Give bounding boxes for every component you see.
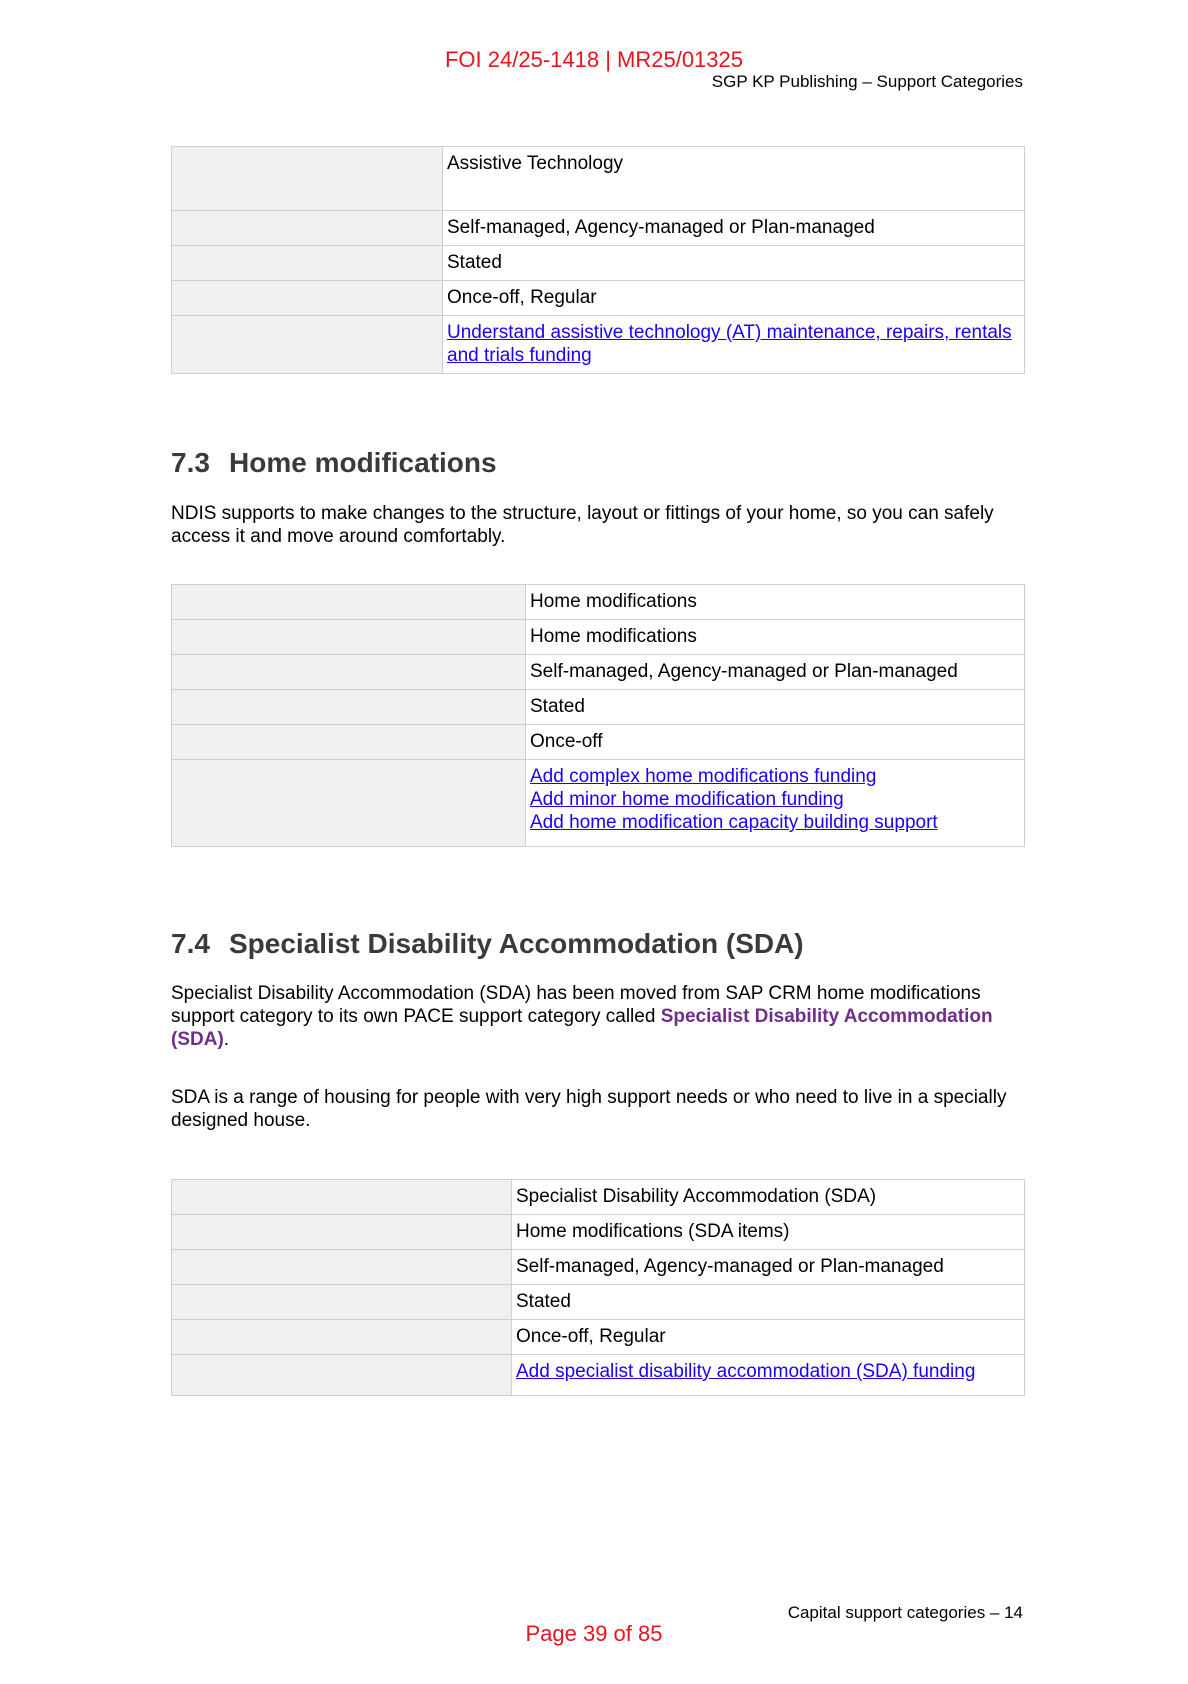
table-links-cell: [443, 316, 1025, 374]
table-label-cell: [172, 211, 443, 246]
page-number: Page 39 of 85: [525, 1621, 663, 1646]
table-value-cell: Stated: [512, 1285, 1025, 1320]
table-row: [172, 1355, 1025, 1396]
table-row: [172, 211, 1025, 246]
table-label-cell: [172, 760, 526, 847]
table-value-cell: Specialist Disability Accommodation (SDA): [512, 1180, 1025, 1215]
table-row: [172, 725, 1025, 760]
table-label-cell: [172, 1215, 512, 1250]
section-heading-7-3: [171, 447, 497, 479]
table-value-cell: Once-off, Regular: [443, 281, 1025, 316]
at-maintenance-funding-link[interactable]: Understand assistive technology (AT) maintenance, repairs, rentals and trials funding: [447, 322, 1012, 366]
table-links-cell: [526, 760, 1025, 847]
table-row: [172, 281, 1025, 316]
foi-reference: FOI 24/25-1418 | MR25/01325: [444, 47, 743, 72]
table-row: [172, 1215, 1025, 1250]
section-title: Specialist Disability Accommodation (SDA): [229, 928, 804, 959]
sda-paragraph-text: Specialist Disability Accommodation (SDA) has been moved from SAP CRM home modifications support category to its own PACE support category called: [171, 983, 981, 1027]
table-label-cell: [172, 690, 526, 725]
sda-paragraph-end: .: [223, 1029, 230, 1050]
table-label-cell: [172, 316, 443, 374]
document-title: SGP KP Publishing – Support Categories: [711, 72, 1023, 91]
table-label-cell: [172, 620, 526, 655]
home-modifications-intro: NDIS supports to make changes to the structure, layout or fittings of your home, so you can safely access it and move around comfortably.: [171, 503, 994, 547]
table-row: [172, 1250, 1025, 1285]
table-label-cell: [172, 1355, 512, 1396]
table-label-cell: [172, 1320, 512, 1355]
table-label-cell: [172, 1250, 512, 1285]
table-links-cell: [512, 1355, 1025, 1396]
capacity-building-support-link[interactable]: Add home modification capacity building support: [530, 812, 938, 833]
table-row: [172, 585, 1025, 620]
sda-moved-paragraph: [171, 982, 1031, 1051]
table-value-cell: Self-managed, Agency-managed or Plan-managed: [443, 211, 1025, 246]
table-row: [172, 690, 1025, 725]
footer-section-page: Capital support categories – 14: [787, 1603, 1023, 1622]
sda-table: [171, 1179, 1025, 1396]
home-modifications-table: [171, 584, 1025, 847]
sda-definition-paragraph: SDA is a range of housing for people with very high support needs or who need to live in a specially designed house.: [171, 1087, 1007, 1131]
table-value-cell: Assistive Technology: [443, 147, 1025, 211]
table-row: [172, 620, 1025, 655]
assistive-technology-table: [171, 146, 1025, 374]
sda-funding-link[interactable]: Add specialist disability accommodation (SDA) funding: [516, 1361, 976, 1382]
table-label-cell: [172, 281, 443, 316]
table-value-cell: Stated: [526, 690, 1025, 725]
table-value-cell: Home modifications: [526, 585, 1025, 620]
table-value-cell: Self-managed, Agency-managed or Plan-managed: [526, 655, 1025, 690]
table-row: [172, 655, 1025, 690]
table-row: [172, 316, 1025, 374]
table-value-cell: Self-managed, Agency-managed or Plan-managed: [512, 1250, 1025, 1285]
table-row: [172, 246, 1025, 281]
table-value-cell: Home modifications: [526, 620, 1025, 655]
table-label-cell: [172, 655, 526, 690]
table-label-cell: [172, 585, 526, 620]
table-label-cell: [172, 725, 526, 760]
table-label-cell: [172, 1180, 512, 1215]
table-row: [172, 760, 1025, 847]
section-number: 7.4: [171, 928, 210, 959]
table-row: [172, 1180, 1025, 1215]
sda-category-highlight: Specialist Disability Accommodation (SDA): [171, 1006, 993, 1050]
table-row: [172, 1320, 1025, 1355]
table-value-cell: Home modifications (SDA items): [512, 1215, 1025, 1250]
section-number: 7.3: [171, 447, 210, 478]
table-value-cell: Once-off: [526, 725, 1025, 760]
minor-home-modification-link[interactable]: Add minor home modification funding: [530, 789, 844, 810]
table-row: [172, 147, 1025, 211]
table-label-cell: [172, 246, 443, 281]
complex-home-modifications-link[interactable]: Add complex home modifications funding: [530, 766, 877, 787]
table-label-cell: [172, 1285, 512, 1320]
section-title: Home modifications: [229, 447, 497, 478]
section-heading-7-4: [171, 928, 804, 960]
table-row: [172, 1285, 1025, 1320]
table-label-cell: [172, 147, 443, 211]
table-value-cell: Stated: [443, 246, 1025, 281]
table-value-cell: Once-off, Regular: [512, 1320, 1025, 1355]
